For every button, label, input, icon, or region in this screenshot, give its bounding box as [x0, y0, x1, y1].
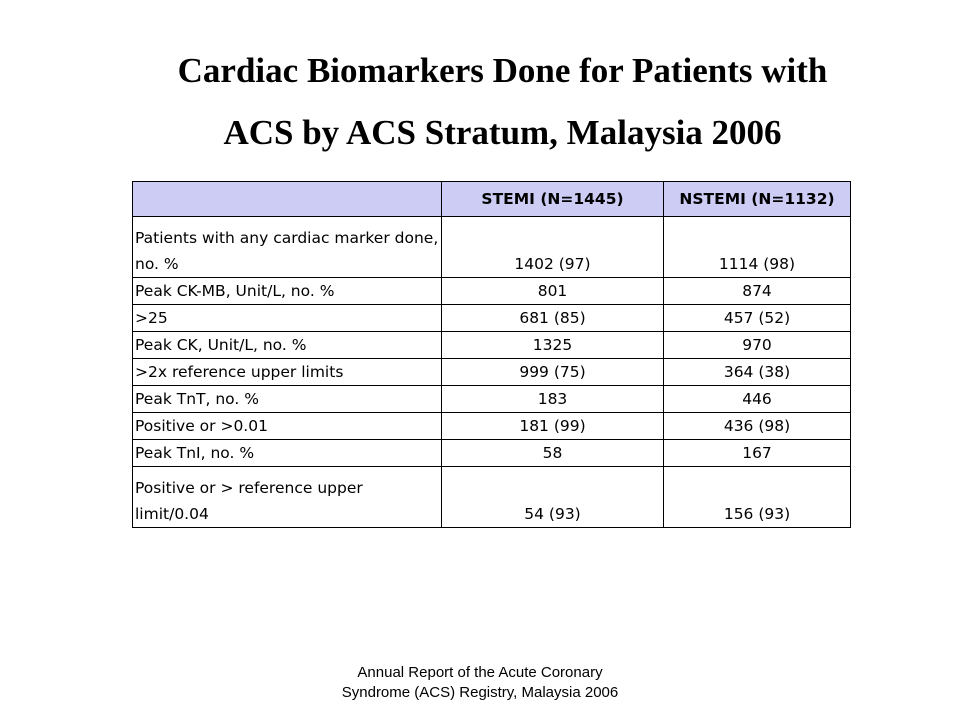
nstemi-value: 446 [664, 386, 851, 413]
row-label: Patients with any cardiac marker done, no. % [133, 217, 442, 278]
nstemi-value: 156 (93) [664, 467, 851, 528]
nstemi-value: 1114 (98) [664, 217, 851, 278]
row-label: >25 [133, 305, 442, 332]
table-row [133, 440, 851, 467]
stemi-value: 1325 [442, 332, 664, 359]
nstemi-value: 874 [664, 278, 851, 305]
table-row [133, 413, 851, 440]
nstemi-value: 167 [664, 440, 851, 467]
slide-title [0, 40, 960, 164]
stemi-value: 54 (93) [442, 467, 664, 528]
stemi-value: 183 [442, 386, 664, 413]
stemi-value: 58 [442, 440, 664, 467]
row-label: Peak CK, Unit/L, no. % [133, 332, 442, 359]
stemi-value: 801 [442, 278, 664, 305]
row-label: Peak TnI, no. % [133, 440, 442, 467]
stemi-value: 681 (85) [442, 305, 664, 332]
row-label: >2x reference upper limits [133, 359, 442, 386]
table-row [133, 217, 851, 278]
header-cell-nstemi: NSTEMI (N=1132) [664, 182, 851, 217]
row-label: Positive or >0.01 [133, 413, 442, 440]
row-label: Positive or > reference upper limit/0.04 [133, 467, 442, 528]
table-row [133, 359, 851, 386]
nstemi-value: 436 (98) [664, 413, 851, 440]
header-cell-stemi: STEMI (N=1445) [442, 182, 664, 217]
nstemi-value: 457 (52) [664, 305, 851, 332]
stemi-value: 999 (75) [442, 359, 664, 386]
nstemi-value: 364 (38) [664, 359, 851, 386]
table-row [133, 332, 851, 359]
footer-line-1: Annual Report of the Acute Coronary [357, 664, 603, 681]
header-cell-empty [133, 182, 442, 217]
table-row [133, 386, 851, 413]
table-row [133, 467, 851, 528]
stemi-value: 181 (99) [442, 413, 664, 440]
slide-title-line-2: ACS by ACS Stratum, Malaysia 2006 [223, 113, 782, 152]
source-footer [0, 663, 960, 703]
slide-title-line-1: Cardiac Biomarkers Done for Patients with [177, 51, 828, 90]
table-header-row [133, 182, 851, 217]
biomarkers-table [132, 181, 851, 528]
footer-line-2: Syndrome (ACS) Registry, Malaysia 2006 [341, 684, 619, 701]
nstemi-value: 970 [664, 332, 851, 359]
row-label: Peak CK-MB, Unit/L, no. % [133, 278, 442, 305]
stemi-value: 1402 (97) [442, 217, 664, 278]
row-label: Peak TnT, no. % [133, 386, 442, 413]
table-row [133, 305, 851, 332]
table-row [133, 278, 851, 305]
